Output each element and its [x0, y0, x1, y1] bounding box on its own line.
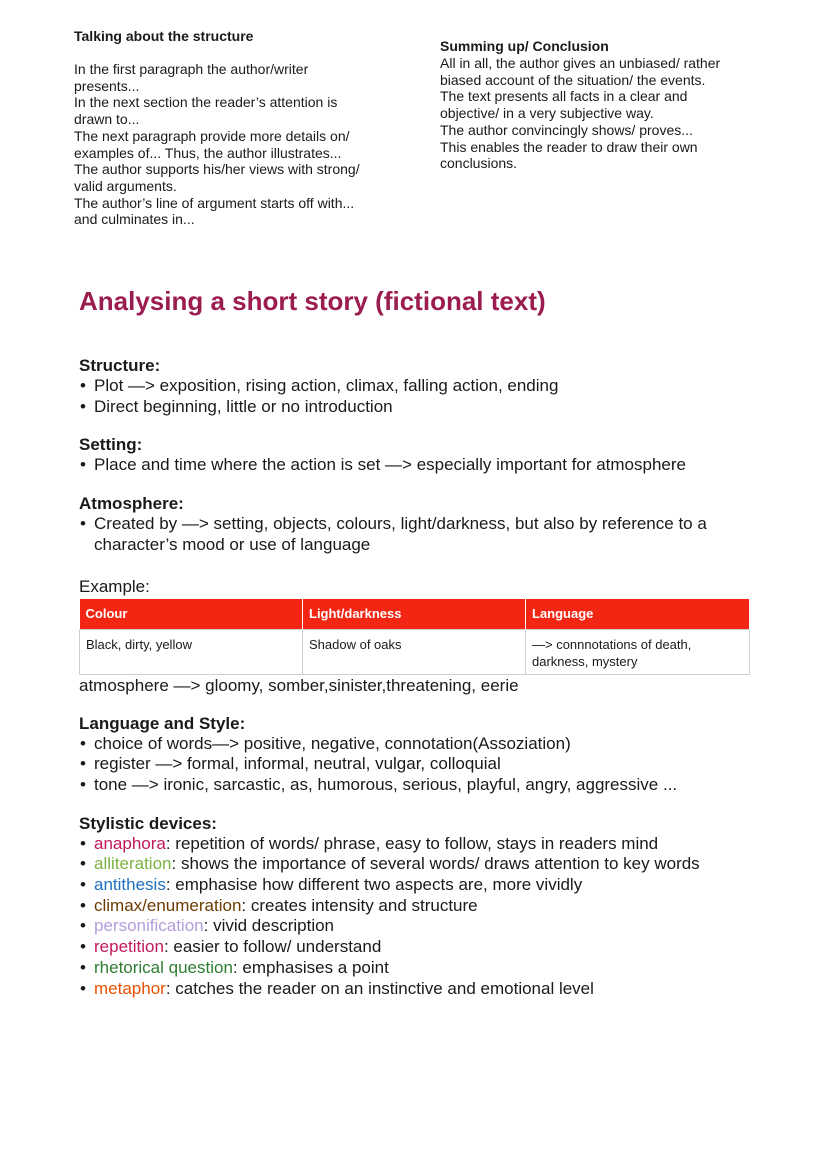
- structure-section: [79, 355, 779, 417]
- language-style-section: [79, 713, 779, 796]
- summing-up-line: biased account of the situation/ the events.: [440, 71, 706, 88]
- table-cell: Black, dirty, yellow: [80, 629, 303, 674]
- structure-talk-line: drawn to...: [74, 111, 140, 128]
- summing-up-line: conclusions.: [440, 155, 518, 172]
- structure-talk-heading: Talking about the structure: [74, 28, 254, 44]
- device-item: [79, 875, 779, 896]
- device-term: rhetorical question: [94, 957, 233, 977]
- list-item: • Plot —> exposition, rising action, climax, falling action, ending: [79, 376, 779, 397]
- language-style-list: [79, 734, 779, 796]
- structure-talk-line: In the first paragraph the author/writer: [74, 61, 309, 77]
- list-item: • Direct beginning, little or no introduction: [79, 397, 779, 418]
- structure-heading: Structure:: [79, 356, 161, 375]
- structure-talk-line: In the next section the reader’s attention is: [74, 94, 338, 111]
- device-item: [79, 834, 779, 855]
- atmosphere-heading: Atmosphere:: [79, 494, 184, 514]
- device-description: : catches the reader on an instinctive and emotional level: [165, 978, 594, 998]
- structure-talk-line: examples of... Thus, the author illustrates...: [74, 144, 342, 161]
- list-item: • tone —> ironic, sarcastic, as, humorous, serious, playful, angry, aggressive ...: [79, 775, 779, 796]
- device-term: alliteration: [94, 854, 172, 874]
- device-item: [79, 958, 779, 979]
- device-term: metaphor: [94, 978, 166, 998]
- atmosphere-result: atmosphere —> gloomy, somber,sinister,threatening, eerie: [79, 675, 519, 695]
- device-item: [79, 979, 779, 1000]
- list-item: • choice of words—> positive, negative, connotation(Assoziation): [79, 734, 779, 755]
- summing-up-line: All in all, the author gives an unbiased/ rather: [440, 55, 721, 71]
- atmosphere-section: [79, 493, 779, 695]
- device-description: : easier to follow/ understand: [163, 937, 382, 957]
- list-item: • Created by —> setting, objects, colours, light/darkness, but also by reference to a character’s mood or use of language: [79, 514, 779, 555]
- summing-up-line: The text presents all facts in a clear and: [440, 88, 688, 105]
- device-term: antithesis: [94, 875, 166, 895]
- device-item: [79, 937, 779, 958]
- table-row: [80, 629, 750, 674]
- summing-up-heading: Summing up/ Conclusion: [440, 38, 609, 54]
- device-item: [79, 854, 779, 875]
- structure-talk-line: The author’s line of argument starts off with...: [74, 194, 355, 211]
- summing-up-line: The author convincingly shows/ proves...: [440, 121, 693, 138]
- table-cell: Shadow of oaks: [303, 629, 526, 674]
- device-item: [79, 916, 779, 937]
- structure-list: [79, 376, 779, 417]
- table-header-colour: Colour: [80, 599, 303, 630]
- summing-up-column: [440, 38, 770, 172]
- device-description: : repetition of words/ phrase, easy to follow, stays in readers mind: [165, 833, 659, 853]
- device-description: : vivid description: [203, 916, 335, 936]
- summing-up-line: This enables the reader to draw their own: [440, 138, 698, 155]
- structure-talk-line: The author supports his/her views with strong/: [74, 161, 360, 178]
- device-description: : shows the importance of several words/ draws attention to key words: [171, 854, 700, 874]
- structure-talk-line: and culminates in...: [74, 211, 195, 228]
- example-label: Example:: [79, 576, 150, 596]
- structure-talk-line: The next paragraph provide more details on/: [74, 127, 350, 144]
- stylistic-devices-section: [79, 813, 779, 1000]
- language-style-heading: Language and Style:: [79, 713, 246, 733]
- device-term: anaphora: [94, 833, 166, 853]
- main-content: [79, 284, 779, 999]
- table-header-language: Language: [526, 599, 750, 630]
- table-header-row: [80, 599, 750, 630]
- device-term: repetition: [94, 937, 164, 957]
- device-term: climax/enumeration: [94, 895, 242, 915]
- atmosphere-list: [79, 514, 779, 555]
- structure-talk-line: valid arguments.: [74, 177, 177, 194]
- setting-heading: Setting:: [79, 435, 143, 455]
- device-description: : creates intensity and structure: [241, 895, 478, 915]
- stylistic-devices-list: [79, 834, 779, 1000]
- device-description: : emphasise how different two aspects are, more vividly: [165, 875, 583, 895]
- table-cell: —> connnotations of death, darkness, mystery: [526, 629, 750, 674]
- stylistic-devices-heading: Stylistic devices:: [79, 813, 217, 833]
- device-description: : emphasises a point: [232, 957, 389, 977]
- device-term: personification: [94, 916, 204, 936]
- list-item: • Place and time where the action is set —> especially important for atmosphere: [79, 455, 779, 476]
- structure-talk-line: presents...: [74, 77, 140, 94]
- list-item: • register —> formal, informal, neutral, vulgar, colloquial: [79, 754, 779, 775]
- structure-talk-column: [74, 28, 414, 228]
- example-table: [79, 599, 750, 675]
- setting-list: [79, 455, 779, 476]
- device-item: [79, 896, 779, 917]
- page-title: Analysing a short story (fictional text): [79, 286, 546, 316]
- setting-section: [79, 434, 779, 476]
- table-header-light: Light/darkness: [303, 599, 526, 630]
- summing-up-line: objective/ in a very subjective way.: [440, 105, 654, 122]
